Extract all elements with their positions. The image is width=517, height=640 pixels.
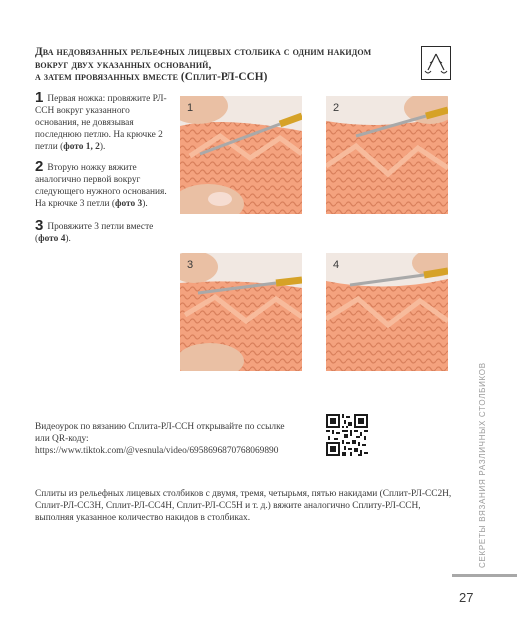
photo-2 <box>326 96 448 214</box>
photo-3 <box>180 253 302 371</box>
step-number: 1 <box>35 89 44 106</box>
photo-number: 3 <box>187 259 194 271</box>
title-line-2: вокруг двух указанных оснований, <box>35 58 212 71</box>
title-line-1: Два недовязанных рельефных лицевых столбика с одним накидом <box>35 46 372 58</box>
side-bar-divider <box>452 574 517 577</box>
photo-number: 1 <box>187 102 194 114</box>
step-1: 1 Первая ножка: провяжите РЛ-ССН вокруг указанного основания, не довязывая последнюю петлю. На крючке 2 петли (фото 1, 2). <box>35 89 167 152</box>
video-link[interactable]: https://www.tiktok.com/@vesnula/video/6958696870768069890 <box>35 446 279 456</box>
photo-4 <box>326 253 448 371</box>
title-line-3: а затем провязанных вместе (Сплит-РЛ-ССН) <box>35 71 268 84</box>
page-number: 27 <box>459 590 474 605</box>
video-info <box>35 421 315 457</box>
step-2: 2 Вторую ножку вяжите аналогично первой вокруг следующего нужного основания. На крючке 3 петли (фото 3). <box>35 158 167 209</box>
photo-number: 4 <box>333 259 340 271</box>
photo-number: 2 <box>333 102 340 114</box>
video-text-2: или QR-коду: <box>35 434 89 444</box>
section-side-label: СЕКРЕТЫ ВЯЗАНИЯ РАЗЛИЧНЫХ СТОЛБИКОВ <box>478 362 487 568</box>
page-title <box>35 46 415 84</box>
video-text: Видеоурок по вязанию Сплита-РЛ-ССН открывайте по ссылке <box>35 422 285 432</box>
split-stitch-symbol-icon <box>421 46 451 80</box>
step-number: 3 <box>35 217 44 234</box>
qr-code-icon[interactable] <box>326 414 368 456</box>
step-number: 2 <box>35 158 44 175</box>
bottom-paragraph: Сплиты из рельефных лицевых столбиков с двумя, тремя, четырьмя, пятью накидами (Сплит-РЛ-СС2Н, Сплит-РЛ-СС3Н, Сплит-РЛ-СС4Н, Сплит-РЛ-СС5Н и т. д.) вяжите аналогично Сплиту-РЛ-ССН, выполняя указанное количество накидов в столбиках. <box>35 489 452 523</box>
step-3: 3 Провяжите 3 петли вместе (фото 4). <box>35 217 154 244</box>
photo-1 <box>180 96 302 214</box>
